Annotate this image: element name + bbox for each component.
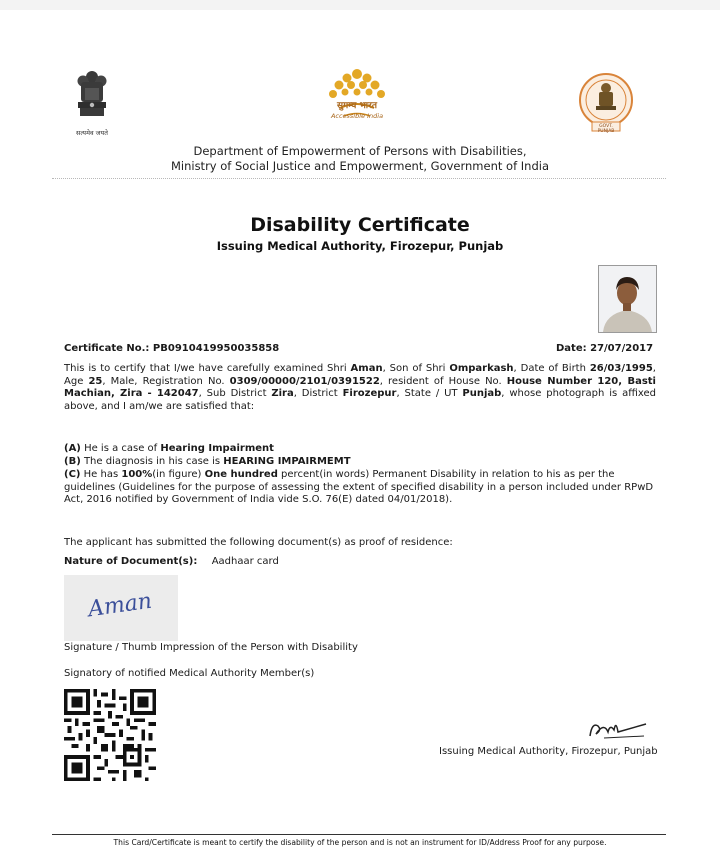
p1-text: , Male, Registration No.	[102, 375, 230, 387]
footer-divider	[52, 834, 666, 835]
signatory-label: Signatory of notified Medical Authority Member(s)	[64, 668, 315, 679]
registration-number: 0309/00000/2101/0391522	[229, 375, 380, 387]
certificate-number-value: PB0910419950035858	[152, 343, 280, 354]
footer-note: This Card/Certificate is meant to certify the disability of the person and is not an instrument for ID/Address Proof for any purpose.	[113, 838, 607, 847]
finding-c	[64, 469, 656, 507]
p1-text: , State / UT	[396, 388, 463, 399]
department-line-2: Ministry of Social Justice and Empowerment, Government of India	[170, 159, 550, 173]
certificate-date	[556, 343, 653, 356]
p1-text: , resident of House No.	[379, 375, 507, 387]
applicant-photo	[598, 265, 657, 333]
certification-paragraph	[64, 363, 656, 413]
p1-text: , Son of Shri	[382, 363, 450, 374]
top-band	[0, 0, 720, 10]
disability-percent: 100%	[121, 469, 153, 480]
authority-signature-icon	[584, 714, 650, 744]
diagnosis: HEARING IMPAIRMEMT	[223, 456, 351, 467]
p1-text: , Date of Birth	[513, 363, 590, 374]
state-emblem-icon	[72, 68, 112, 128]
state: Punjab	[462, 388, 502, 399]
father-name: Omparkash	[449, 363, 514, 374]
qr-code	[64, 689, 156, 781]
finding-c-text: (in figure)	[152, 469, 205, 480]
department-line-1: Department of Empowerment of Persons with Disabilities,	[193, 144, 527, 158]
finding-a	[64, 443, 274, 456]
finding-a-text: He is a case of	[80, 443, 161, 454]
applicant-name: Aman	[350, 363, 383, 374]
district: Firozepur	[342, 388, 397, 399]
finding-c-label: (C)	[64, 469, 81, 480]
disability-type: Hearing Impairment	[160, 443, 274, 454]
certificate-number	[64, 343, 279, 356]
issuing-authority: Issuing Medical Authority, Firozepur, Punjab	[439, 746, 658, 757]
p1-text: This is to certify that I/we have carefully examined Shri	[64, 363, 351, 374]
p1-text: , Sub District	[198, 388, 272, 399]
certificate-number-label: Certificate No.:	[64, 343, 150, 354]
header-divider	[52, 178, 666, 179]
applicant-signature: Aman	[86, 588, 154, 623]
finding-b-text: The diagnosis in his case is	[80, 456, 224, 467]
finding-c-text: He has	[80, 469, 122, 480]
certificate-date-value: 27/07/2017	[590, 343, 654, 354]
accessible-india-logo-subtext: Accessible India	[330, 112, 384, 120]
address: House Number 120, Basti Machian, Zira - 142047	[64, 375, 656, 399]
finding-c-text: percent(in words) Permanent Disability in relation to his as per the guidelines (Guidelines for the purpose of assessing the extent of specified disability in a person included under RPwD Act, 2016 notified by Government of India vide S.O. 76(E) dated 04/01/2018).	[64, 469, 654, 505]
finding-b-label: (B)	[64, 456, 81, 467]
certificate-date-label: Date:	[556, 343, 587, 354]
accessible-india-logo-text: सुगम्य भारत	[337, 101, 377, 111]
nature-value: Aadhaar card	[211, 556, 279, 567]
nature-label: Nature of Document(s):	[64, 556, 198, 567]
date-of-birth: 26/03/1995	[589, 363, 653, 374]
signature-caption: Signature / Thumb Impression of the Person with Disability	[64, 642, 358, 653]
applicant-signature-box	[64, 575, 178, 641]
finding-b	[64, 456, 351, 469]
sub-district: Zira	[271, 388, 294, 399]
nature-of-documents	[64, 556, 279, 569]
emblem-caption: सत्यमेव जयते	[76, 129, 108, 137]
disability-percent-words: One hundred	[204, 469, 278, 480]
certificate-title: Disability Certificate	[250, 214, 470, 236]
age: 25	[88, 375, 103, 387]
seal-caption: GOVT. PUNJAB	[597, 124, 615, 134]
p1-text: , whose photograph is affixed above, and I am/we are satisfied that:	[64, 388, 656, 412]
proof-text: The applicant has submitted the following document(s) as proof of residence:	[64, 537, 453, 548]
finding-a-label: (A)	[64, 443, 81, 454]
p1-text: , District	[293, 388, 343, 399]
p1-text: , Age	[64, 363, 656, 387]
certificate-subtitle: Issuing Medical Authority, Firozepur, Punjab	[216, 239, 504, 253]
